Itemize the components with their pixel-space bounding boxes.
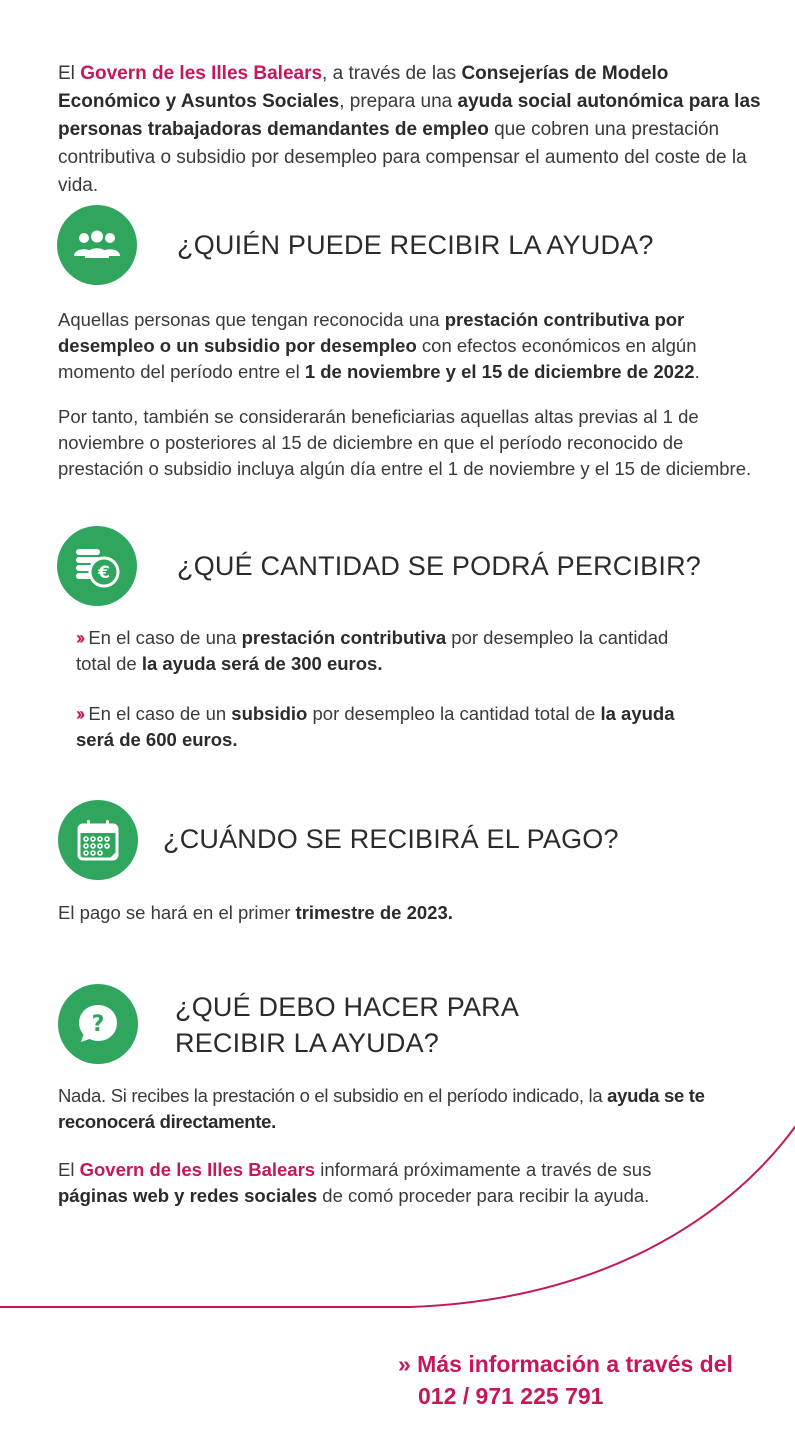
contact-line: » Más información a través del <box>398 1351 733 1377</box>
svg-text:?: ? <box>91 1012 105 1037</box>
what-paragraph-1: Nada. Si recibes la prestación o el subsidio en el período indicado, la ayuda se te reconocerá directamente. <box>58 1085 705 1132</box>
section-title-what-to-do: ¿QUÉ DEBO HACER PARA RECIBIR LA AYUDA? <box>175 992 520 1058</box>
contact-phone: 012 / 971 225 791 <box>418 1383 604 1409</box>
section-title-who: ¿QUIÉN PUEDE RECIBIR LA AYUDA? <box>177 230 654 260</box>
svg-text:€: € <box>98 563 110 583</box>
intro-paragraph: El Govern de les Illes Balears, a través de las Consejerías de Modelo Económico y Asuntos Sociales, prepara una ayuda social autonómica para las personas trabajadoras demandantes de empleo que cobren una prestación contributiva o subsidio por desempleo para compensar el aumento del coste de la vida. <box>58 63 761 196</box>
when-paragraph: El pago se hará en el primer trimestre de 2023. <box>58 902 453 923</box>
who-paragraph-1: Aquellas personas que tengan reconocida una prestación contributiva por desempleo o un subsidio por desempleo con efectos económicos en algún momento del período entre el 1 de noviembre y el 15 de diciembre de 2022. <box>58 309 700 382</box>
people-icon <box>57 205 137 285</box>
section-title-amount: ¿QUÉ CANTIDAD SE PODRÁ PERCIBIR? <box>177 551 701 581</box>
what-paragraph-2: El Govern de les Illes Balears informará próximamente a través de sus páginas web y redes sociales de comó proceder para recibir la ayuda. <box>58 1159 652 1206</box>
section-title-when: ¿CUÁNDO SE RECIBIRÁ EL PAGO? <box>163 824 619 854</box>
coins-euro-icon <box>57 526 137 606</box>
amount-bullet-1: ›› En el caso de una prestación contributiva por desempleo la cantidad total de la ayuda será de 300 euros. <box>76 627 669 674</box>
contact-info <box>398 1348 733 1412</box>
amount-bullet-2: ›› En el caso de un subsidio por desempleo la cantidad total de la ayuda será de 600 euros. <box>76 703 675 750</box>
govern-name: Govern de les Illes Balears <box>80 63 323 84</box>
question-bubble-icon <box>58 984 138 1064</box>
govern-name: Govern de les Illes Balears <box>79 1159 316 1180</box>
chevron-bullet-icon: ›› <box>76 703 83 724</box>
calendar-icon <box>58 800 138 880</box>
who-paragraph-2: Por tanto, también se considerarán beneficiarias aquellas altas previas al 1 de noviembre o posteriores al 15 de diciembre en que el período reconocido de prestación o subsidio incluya algún día entre el 1 de noviembre y el 15 de diciembre. <box>58 406 752 479</box>
chevron-bullet-icon: ›› <box>76 627 83 648</box>
